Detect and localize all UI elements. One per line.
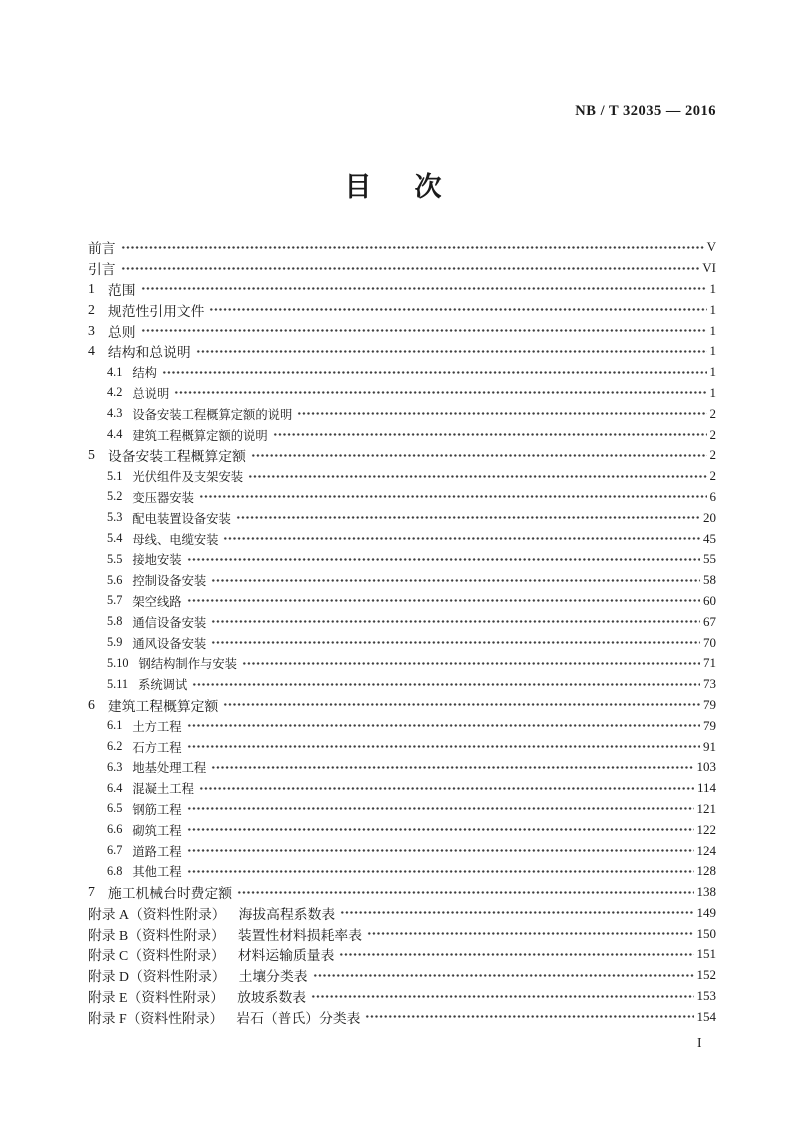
toc-entry-title: 规范性引用文件 <box>107 303 205 319</box>
toc-entry-title: 砌筑工程 <box>132 823 182 838</box>
toc-entry-number: 6 <box>88 696 95 712</box>
toc-entry-page: 79 <box>703 696 716 712</box>
toc-entry-page: 20 <box>703 509 716 525</box>
toc-entry-number: 4.4 <box>107 427 123 442</box>
dot-leader <box>187 826 694 833</box>
toc-entry-page: 67 <box>703 613 716 629</box>
toc-entry-number: 4.2 <box>107 385 123 400</box>
toc-entry-title: 混凝土工程 <box>132 782 194 797</box>
toc-entry-number: 6.2 <box>107 739 123 754</box>
toc-entry-page: 2 <box>709 447 716 463</box>
dot-leader <box>187 556 700 563</box>
toc-entry <box>88 1006 716 1027</box>
toc-entry-number: 7 <box>88 884 95 900</box>
toc-entry <box>88 965 716 986</box>
toc-entry-number: 3 <box>88 322 95 338</box>
toc-entry-title: 装置性材料损耗率表 <box>237 927 362 943</box>
standard-number-header: NB / T 32035 — 2016 <box>575 103 716 119</box>
dot-leader <box>196 348 707 355</box>
toc-entry-number: 5.11 <box>107 676 129 691</box>
toc-entry-number: 4.3 <box>107 406 123 421</box>
toc-entry-number: 5.9 <box>107 635 123 650</box>
toc-entry <box>88 944 716 965</box>
toc-entry-page: 154 <box>696 1008 716 1024</box>
dot-leader <box>141 327 707 334</box>
toc-entry-page: 149 <box>696 904 716 920</box>
toc-entry-page: 45 <box>703 530 716 546</box>
toc-entry <box>88 923 716 944</box>
dot-leader <box>251 452 707 459</box>
toc-entry-number: 6.8 <box>107 863 123 878</box>
toc-entry-number: 5.3 <box>107 510 123 525</box>
toc-entry-title: 母线、电缆安装 <box>132 532 219 547</box>
toc-entry-title: 接地安装 <box>132 553 182 568</box>
dot-leader <box>199 785 694 792</box>
toc-entry-page: 58 <box>703 572 716 588</box>
toc-entry-page: 2 <box>709 405 716 421</box>
dot-leader <box>237 889 693 896</box>
toc-entry-page: 103 <box>696 759 716 775</box>
dot-leader <box>311 993 693 1000</box>
toc-entry <box>88 299 716 320</box>
toc-entry-title: 控制设备安装 <box>132 574 207 589</box>
toc-entry-page: 73 <box>703 676 716 692</box>
toc-entry-title: 建筑工程概算定额的说明 <box>132 428 268 443</box>
toc-entry-number: 4.1 <box>107 364 123 379</box>
toc-entry-title: 架空线路 <box>132 594 182 609</box>
toc-entry-page: 124 <box>696 842 716 858</box>
dot-leader <box>187 847 694 854</box>
dot-leader <box>242 660 700 667</box>
toc-entry-number: 5.6 <box>107 572 123 587</box>
toc-entry-page: 114 <box>696 780 716 796</box>
toc-entry-page: 55 <box>703 551 716 567</box>
toc-entry <box>88 632 716 653</box>
dot-leader <box>273 431 707 438</box>
toc-entry-title: 配电装置设备安装 <box>132 511 231 526</box>
toc-entry-title: 通信设备安装 <box>132 615 207 630</box>
toc-entry-page: 60 <box>703 592 716 608</box>
page-title: 目 次 <box>344 172 450 202</box>
dot-leader <box>248 473 706 480</box>
dot-leader <box>211 577 700 584</box>
toc-entry-title: 岩石（普氏）分类表 <box>236 1010 361 1026</box>
toc-entry <box>88 715 716 736</box>
toc-entry-page: 79 <box>703 717 716 733</box>
toc-entry <box>88 237 716 258</box>
toc-entry <box>88 320 716 341</box>
dot-leader <box>211 764 693 771</box>
toc-entry <box>88 840 716 861</box>
toc-entry-number: 附录 A（资料性附录） <box>88 906 226 922</box>
dot-leader <box>192 681 700 688</box>
dot-leader <box>297 410 706 417</box>
toc-entry <box>88 778 716 799</box>
toc-entry-page: 1 <box>709 280 716 296</box>
toc-entry-number: 5.5 <box>107 551 123 566</box>
toc-entry-number: 2 <box>88 301 95 317</box>
toc-entry-page: 153 <box>696 988 716 1004</box>
dot-leader <box>162 369 707 376</box>
toc-entry <box>88 445 716 466</box>
toc-entry-title: 设备安装工程概算定额的说明 <box>132 407 293 422</box>
toc-entry-number: 6.4 <box>107 780 123 795</box>
dot-leader <box>313 972 694 979</box>
dot-leader <box>174 389 706 396</box>
toc-entry <box>88 674 716 695</box>
toc-entry-number: 附录 E（资料性附录） <box>88 990 225 1006</box>
dot-leader <box>340 909 693 916</box>
toc-entry <box>88 611 716 632</box>
toc-entry-number: 5.2 <box>107 489 123 504</box>
toc-entry-title: 前言 <box>88 241 116 257</box>
toc-entry-title: 设备安装工程概算定额 <box>107 449 246 465</box>
dot-leader <box>367 930 694 937</box>
toc-entry-title: 系统调试 <box>138 678 188 693</box>
toc-entry-page: VI <box>702 260 716 276</box>
dot-leader <box>223 535 700 542</box>
toc-entry-page: 1 <box>709 343 716 359</box>
toc-entry <box>88 882 716 903</box>
toc-entry <box>88 736 716 757</box>
dot-leader <box>236 514 700 521</box>
toc-entry-number: 4 <box>88 343 95 359</box>
toc-entry-title: 海拔高程系数表 <box>238 906 336 922</box>
toc-entry <box>88 424 716 445</box>
toc-entry <box>88 362 716 383</box>
toc-entry-number: 5.8 <box>107 614 123 629</box>
toc-entry-title: 钢筋工程 <box>132 802 182 817</box>
toc-entry-title: 总则 <box>107 324 136 340</box>
dot-leader <box>187 805 694 812</box>
dot-leader <box>187 868 694 875</box>
toc-entry-page: 152 <box>696 967 716 983</box>
toc-entry-page: 70 <box>703 634 716 650</box>
toc-entry <box>88 861 716 882</box>
toc-entry-title: 放坡系数表 <box>237 990 307 1006</box>
toc-entry-page: 121 <box>696 800 716 816</box>
toc-entry-title: 石方工程 <box>132 740 182 755</box>
toc-entry-number: 附录 D（资料性附录） <box>88 969 226 985</box>
toc-entry-title: 光伏组件及支架安装 <box>132 470 244 485</box>
toc-entry-number: 5.7 <box>107 593 123 608</box>
toc-entry <box>88 279 716 300</box>
toc-entry-number: 附录 F（资料性附录） <box>88 1010 224 1026</box>
toc-entry-title: 引言 <box>88 262 116 278</box>
dot-leader <box>199 493 707 500</box>
dot-leader <box>209 306 706 313</box>
toc-entry <box>88 653 716 674</box>
dot-leader <box>141 285 707 292</box>
toc-entry-page: 6 <box>709 488 716 504</box>
toc-entry-number: 6.6 <box>107 822 123 837</box>
toc-entry-number: 6.1 <box>107 718 123 733</box>
toc-entry <box>88 819 716 840</box>
toc-entry <box>88 383 716 404</box>
toc-entry-title: 结构 <box>132 366 157 381</box>
toc-entry-page: 151 <box>696 946 716 962</box>
dot-leader <box>211 639 700 646</box>
toc-entry-page: 122 <box>696 821 716 837</box>
toc-entry <box>88 341 716 362</box>
toc-entry <box>88 903 716 924</box>
toc-entry-page: 2 <box>709 426 716 442</box>
toc-entry-title: 施工机械台时费定额 <box>107 886 233 902</box>
toc-entry-page: 128 <box>696 863 716 879</box>
toc-entry-number: 5 <box>88 447 95 463</box>
toc-entry <box>88 549 716 570</box>
folio-page-number: I <box>697 1035 702 1050</box>
toc-entry-title: 土壤分类表 <box>238 969 308 985</box>
toc-entry-number: 6.3 <box>107 759 123 774</box>
toc-entry-number: 5.1 <box>107 468 123 483</box>
toc-entry-title: 总说明 <box>132 386 170 401</box>
dot-leader <box>187 743 700 750</box>
toc-entry <box>88 986 716 1007</box>
toc-entry <box>88 591 716 612</box>
toc-entry-number: 1 <box>88 280 95 296</box>
table-of-contents <box>88 237 716 1027</box>
toc-entry-title: 钢结构制作与安装 <box>138 657 237 672</box>
toc-entry-title: 通风设备安装 <box>132 636 207 651</box>
toc-entry-title: 变压器安装 <box>132 490 194 505</box>
toc-entry <box>88 570 716 591</box>
toc-entry <box>88 757 716 778</box>
toc-entry-page: 1 <box>709 364 716 380</box>
toc-entry-page: 1 <box>709 301 716 317</box>
toc-entry-number: 5.10 <box>107 655 129 670</box>
toc-entry-page: 2 <box>709 468 716 484</box>
toc-entry-page: 71 <box>703 655 716 671</box>
toc-entry-number: 5.4 <box>107 531 123 546</box>
toc-entry-page: 1 <box>709 384 716 400</box>
toc-entry-page: 138 <box>696 884 716 900</box>
toc-entry-number: 附录 C（资料性附录） <box>88 948 225 964</box>
toc-entry-number: 6.5 <box>107 801 123 816</box>
toc-entry-title: 地基处理工程 <box>132 761 207 776</box>
toc-entry <box>88 507 716 528</box>
dot-leader <box>365 1013 693 1020</box>
toc-entry <box>88 466 716 487</box>
toc-entry <box>88 528 716 549</box>
dot-leader <box>121 265 700 272</box>
toc-entry-page: 150 <box>696 925 716 941</box>
dot-leader <box>187 597 700 604</box>
toc-entry-title: 其他工程 <box>132 865 182 880</box>
dot-leader <box>339 951 693 958</box>
toc-entry-page: 91 <box>703 738 716 754</box>
toc-entry-title: 道路工程 <box>132 844 182 859</box>
toc-entry-title: 建筑工程概算定额 <box>107 698 219 714</box>
toc-entry-number: 6.7 <box>107 843 123 857</box>
dot-leader <box>211 618 700 625</box>
toc-entry-number: 附录 B（资料性附录） <box>88 927 225 943</box>
dot-leader <box>121 244 704 251</box>
dot-leader <box>223 701 700 708</box>
toc-entry-page: V <box>706 239 716 255</box>
toc-entry-title: 结构和总说明 <box>107 345 191 361</box>
toc-entry-title: 土方工程 <box>132 719 182 734</box>
toc-entry-title: 范围 <box>107 282 136 298</box>
toc-entry-title: 材料运输质量表 <box>237 948 335 964</box>
toc-entry <box>88 403 716 424</box>
toc-entry-page: 1 <box>709 322 716 338</box>
toc-entry <box>88 487 716 508</box>
dot-leader <box>187 722 700 729</box>
toc-entry <box>88 258 716 279</box>
toc-entry <box>88 695 716 716</box>
toc-entry <box>88 799 716 820</box>
